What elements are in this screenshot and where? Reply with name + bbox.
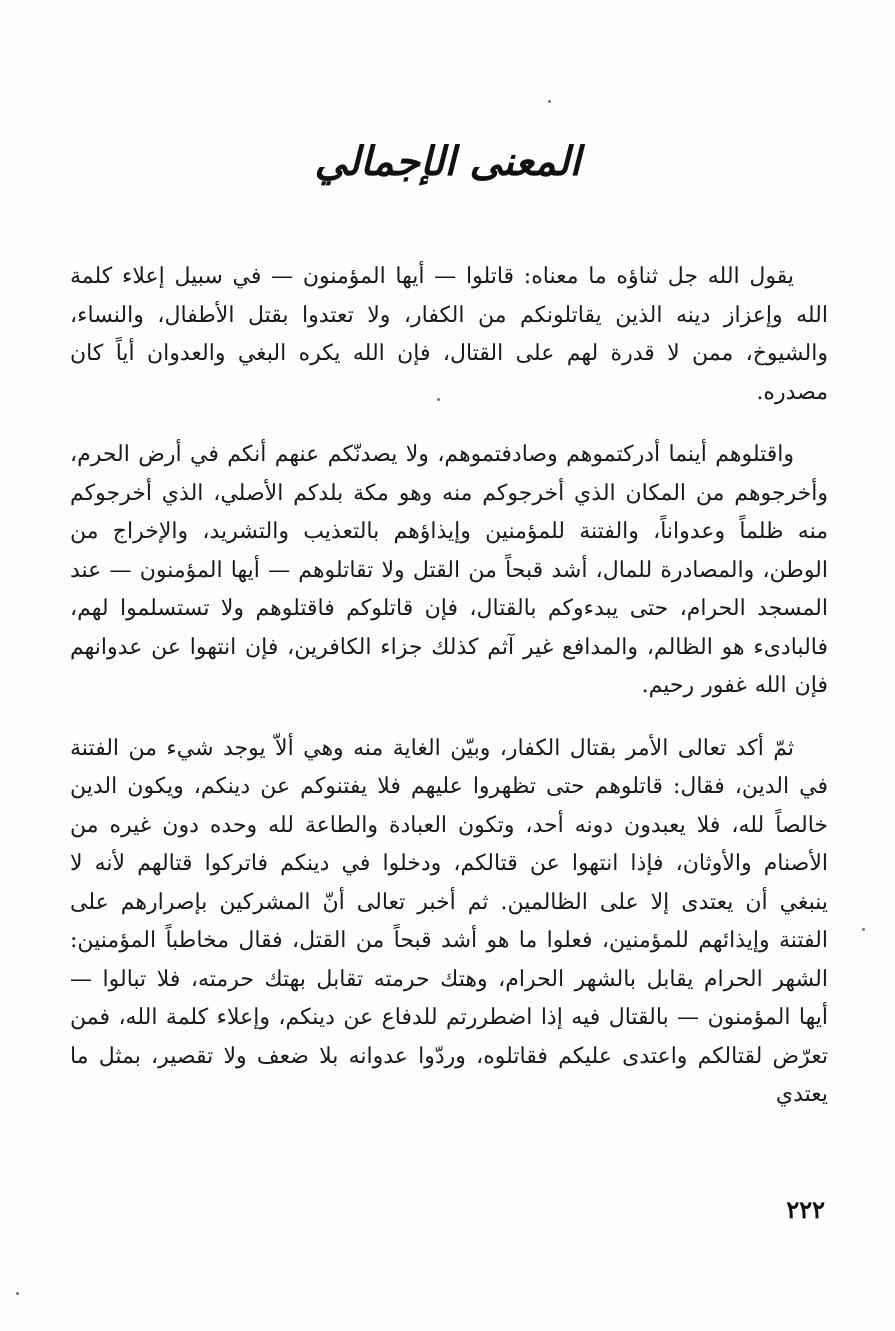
scan-speck — [16, 1292, 19, 1295]
paragraph-1: يقول الله جل ثناؤه ما معناه: قاتلوا — أيها المؤمنون — في سبيل إعلاء كلمة الله وإعزاز دينه الذين يقاتلونكم من الكفار، ولا تعتدوا بقتل الأطفال، والنساء، والشيوخ، ممن لا قدرة لهم على القتال، فإن الله يكره البغي والعدوان أياً كان مصدره. — [70, 264, 828, 405]
body-text — [70, 258, 828, 1139]
paragraph-3: ثمّ أكد تعالى الأمر بقتال الكفار، وبيّن الغاية منه وهي ألاّ يوجد شيء من الفتنة في الدين، فقال: قاتلوهم حتى تظهروا عليهم فلا يفتنوكم عن دينكم، ويكون الدين خالصاً لله، فلا يعبدون دونه أحد، وتكون العبادة والطاعة لله وحده دون غيره من الأصنام والأوثان، فإذا انتهوا عن قتالكم، ودخلوا في دينكم فاتركوا قتالهم لأنه لا ينبغي أن يعتدى إلا على الظالمين. ثم أخبر تعالى أنّ المشركين بإصرارهم على الفتنة وإيذائهم للمؤمنين، فعلوا ما هو أشد قبحاً من القتل، فقال مخاطباً المؤمنين: الشهر الحرام يقابل بالشهر الحرام، وهتك حرمته تقابل بهتك حرمته، فلا تبالوا — أيها المؤمنون — بالقتال فيه إذا اضطررتم للدفاع عن دينكم، وإعلاء كلمة الله، فمن تعرّض لقتالكم واعتدى عليكم فقاتلوه، وردّوا عدوانه بلا ضعف ولا تقصير، بمثل ما يعتدي — [70, 735, 828, 1107]
scan-speck — [437, 398, 440, 401]
scan-speck — [862, 928, 865, 931]
page-number: ٢٢٢ — [786, 1195, 825, 1224]
scan-speck — [548, 100, 551, 103]
section-heading: المعنى الإجمالي — [314, 138, 581, 185]
paragraph-2: واقتلوهم أينما أدركتموهم وصادفتموهم، ولا يصدنّكم عنهم أنكم في أرض الحرم، وأخرجوهم من المكان الذي أخرجوكم منه وهو مكة بلدكم الأصلي، الذي أخرجوكم منه ظلماً وعدواناً، والفتنة للمؤمنين وإيذاؤهم بالتعذيب والتشريد، والإخراج من الوطن، والمصادرة للمال، أشد قبحاً من القتل ولا تقاتلوهم — أيها المؤمنون — عند المسجد الحرام، حتى يبدءوكم بالقتال، فإن قاتلوكم فاقتلوهم ولا تستسلموا لهم، فالبادىء هو الظالم، والمدافع غير آثم كذلك جزاء الكافرين، فإن انتهوا عن عدوانهم فإن الله غفور رحيم. — [70, 442, 828, 698]
